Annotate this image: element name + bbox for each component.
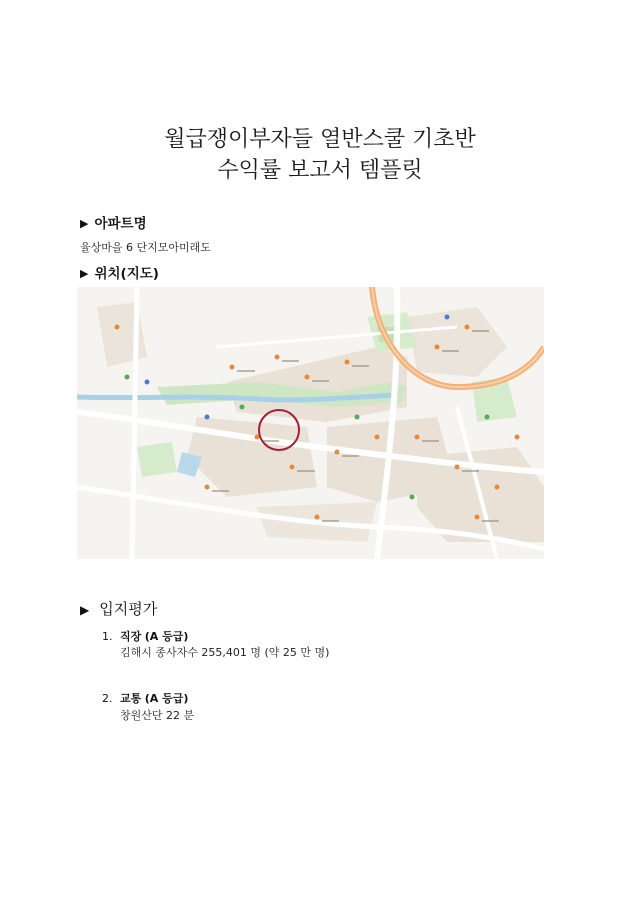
document-title-line1: 월급쟁이부자들 열반스쿨 기초반 [164, 127, 476, 152]
evaluation-heading-label: 입지평가 [99, 600, 158, 618]
location-map[interactable] [77, 287, 544, 559]
apartment-section-heading [80, 212, 147, 232]
triangle-right-icon: ▶ [80, 267, 89, 280]
item-number: 2. [102, 692, 113, 705]
evaluation-item-1-detail: 김해시 종사자수 255,401 명 (약 25 만 명) [120, 646, 330, 659]
location-heading-label: 위치(지도) [94, 266, 159, 282]
evaluation-item-2-detail: 창원산단 22 분 [120, 709, 195, 722]
apartment-heading-label: 아파트명 [94, 216, 147, 232]
triangle-right-icon: ▶ [80, 217, 89, 230]
item-number: 1. [102, 630, 113, 643]
item-label: 직장 [120, 630, 142, 643]
item-grade: (A 등급) [144, 692, 189, 705]
triangle-right-icon: ▶ [80, 603, 90, 617]
evaluation-section-heading [80, 598, 157, 619]
map-river [77, 395, 397, 400]
evaluation-item-2 [102, 690, 188, 706]
location-section-heading [80, 262, 159, 282]
document-title-line2: 수익률 보고서 템플릿 [217, 158, 423, 183]
item-label: 교통 [120, 692, 142, 705]
map-park [137, 442, 177, 477]
map-block [97, 302, 147, 367]
map-block [407, 307, 507, 377]
map-graphic [77, 287, 544, 559]
apartment-name: 율상마을 6 단지모아미래도 [80, 241, 211, 254]
evaluation-item-1 [102, 628, 188, 644]
item-grade: (A 등급) [144, 630, 189, 643]
